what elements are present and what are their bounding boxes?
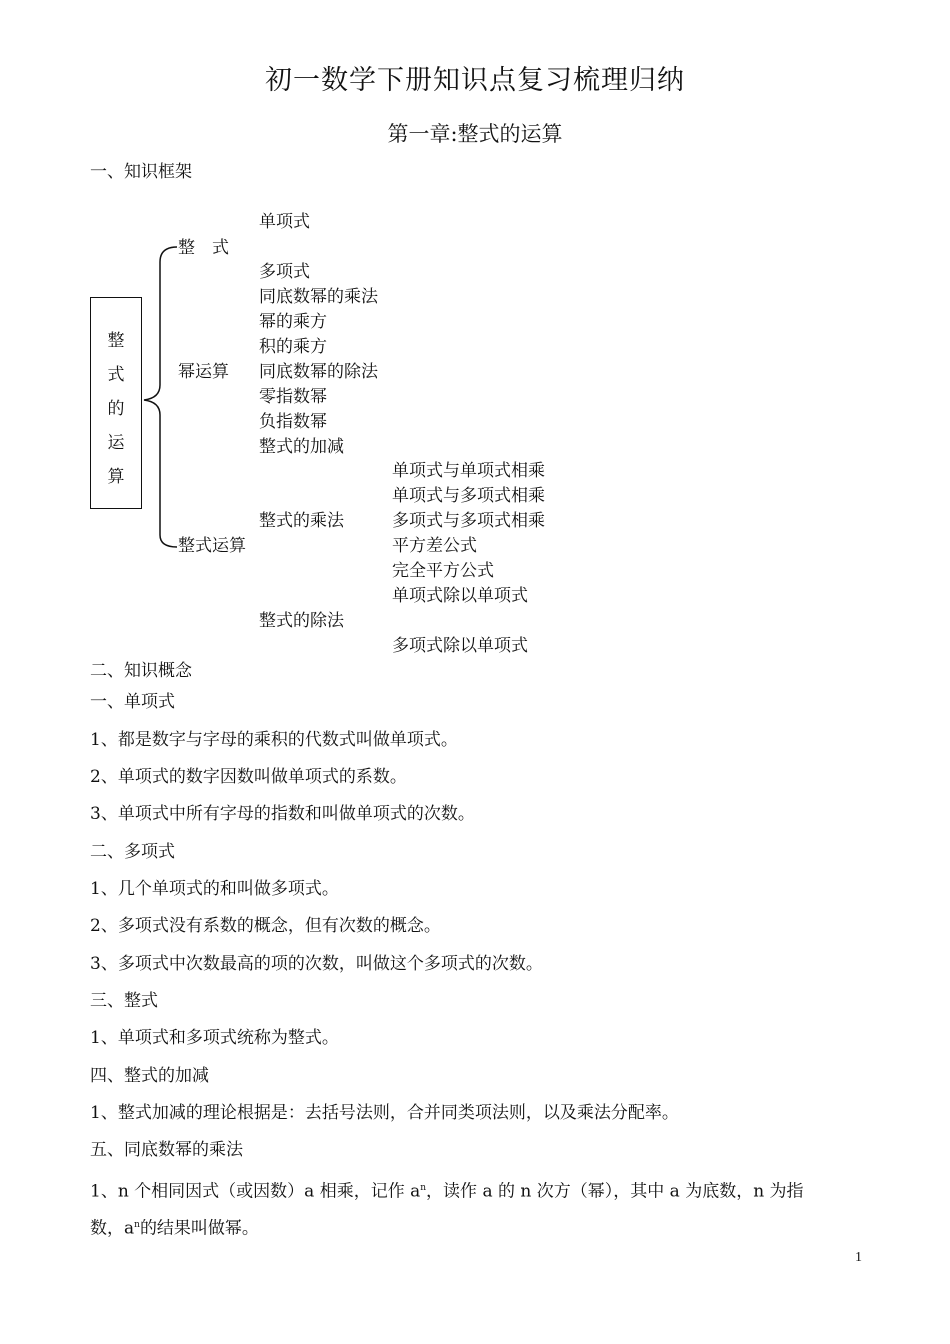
section-heading: 三、整式 xyxy=(90,991,158,1011)
text-span: 数，a xyxy=(90,1218,135,1239)
exponent: n xyxy=(420,1183,427,1193)
box-char: 式 xyxy=(107,365,125,385)
chapter-title: 第一章:整式的运算 xyxy=(387,122,563,146)
group-label-zhengshi-yunsuan: 整式运算 xyxy=(178,536,246,556)
tree-item: 整式的除法 xyxy=(259,611,344,631)
tree-item: 单项式 xyxy=(259,212,310,232)
topic-box xyxy=(90,297,142,509)
box-char: 的 xyxy=(107,399,125,419)
section-heading: 一、单项式 xyxy=(90,692,175,712)
tree-subitem: 单项式与多项式相乘 xyxy=(392,486,545,506)
tree-item: 积的乘方 xyxy=(259,337,327,357)
box-char: 整 xyxy=(107,331,125,351)
section-heading: 五、同底数幂的乘法 xyxy=(90,1140,243,1160)
concepts-heading: 二、知识概念 xyxy=(90,661,192,681)
paragraph: 2、多项式没有系数的概念，但有次数的概念。 xyxy=(90,916,441,936)
section-heading: 二、多项式 xyxy=(90,842,175,862)
tree-item: 整式的加减 xyxy=(259,437,344,457)
tree-item: 同底数幂的除法 xyxy=(259,362,378,382)
tree-item: 零指数幂 xyxy=(259,387,327,407)
paragraph: 1、几个单项式的和叫做多项式。 xyxy=(90,879,339,899)
tree-item: 负指数幂 xyxy=(259,412,327,432)
paragraph: 3、多项式中次数最高的项的次数，叫做这个多项式的次数。 xyxy=(90,954,543,974)
paragraph xyxy=(90,1213,259,1241)
paragraph: 1、整式加减的理论根据是：去括号法则，合并同类项法则，以及乘法分配率。 xyxy=(90,1103,679,1123)
tree-subitem: 完全平方公式 xyxy=(392,561,494,581)
group-label-mi: 幂运算 xyxy=(178,362,229,382)
tree-item: 多项式 xyxy=(259,262,310,282)
tree-subitem: 多项式除以单项式 xyxy=(392,636,528,656)
group-label-zhengshi: 整 式 xyxy=(178,238,229,258)
paragraph: 1、单项式和多项式统称为整式。 xyxy=(90,1028,339,1048)
framework-heading: 一、知识框架 xyxy=(90,162,192,182)
tree-subitem: 多项式与多项式相乘 xyxy=(392,511,545,531)
page-number: 1 xyxy=(855,1250,862,1265)
tree-item: 整式的乘法 xyxy=(259,511,344,531)
tree-item: 幂的乘方 xyxy=(259,312,327,332)
tree-subitem: 平方差公式 xyxy=(392,536,477,556)
box-char: 算 xyxy=(107,467,125,487)
paragraph: 1、都是数字与字母的乘积的代数式叫做单项式。 xyxy=(90,730,458,750)
paragraph xyxy=(90,1176,804,1204)
page-title: 初一数学下册知识点复习梳理归纳 xyxy=(265,65,685,96)
text-span: 1、n 个相同因式（或因数）a 相乘，记作 a xyxy=(90,1181,421,1202)
tree-subitem: 单项式除以单项式 xyxy=(392,586,528,606)
exponent: n xyxy=(134,1220,140,1230)
text-span: 的结果叫做幂。 xyxy=(139,1218,259,1239)
paragraph: 3、单项式中所有字母的指数和叫做单项式的次数。 xyxy=(90,804,475,824)
tree-item: 同底数幂的乘法 xyxy=(259,287,378,307)
text-span: ，读作 a 的 n 次方（幂），其中 a 为底数，n 为指 xyxy=(426,1181,804,1202)
paragraph: 2、单项式的数字因数叫做单项式的系数。 xyxy=(90,767,407,787)
tree-subitem: 单项式与单项式相乘 xyxy=(392,461,545,481)
box-char: 运 xyxy=(107,433,125,453)
brace-icon xyxy=(140,240,180,552)
section-heading: 四、整式的加减 xyxy=(90,1066,209,1086)
